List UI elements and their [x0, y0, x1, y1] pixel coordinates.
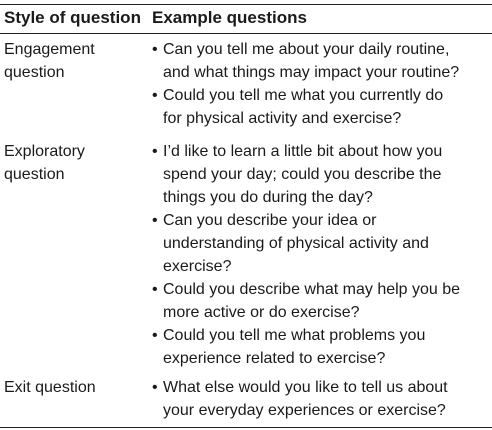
- bullet-glyph: •: [152, 281, 158, 298]
- column-header-style: Style of question: [4, 8, 141, 27]
- example-item: [152, 84, 488, 130]
- header-rule: [0, 33, 492, 34]
- style-line: Engagement: [4, 41, 95, 58]
- example-list: [152, 140, 488, 370]
- bullet-glyph: •: [152, 212, 158, 229]
- example-line: your everyday experiences or exercise?: [163, 402, 446, 419]
- table-top-rule: [0, 4, 492, 5]
- bullet-glyph: •: [152, 327, 158, 344]
- example-line: more active or do exercise?: [163, 304, 360, 321]
- example-item: [152, 376, 488, 422]
- style-cell: [4, 38, 144, 84]
- bullet-glyph: •: [152, 379, 158, 396]
- style-line: Exit question: [4, 379, 96, 396]
- example-item: [152, 278, 488, 324]
- example-line: understanding of physical activity and: [163, 235, 429, 252]
- example-item: [152, 140, 488, 209]
- example-item: [152, 209, 488, 278]
- example-line: I’d like to learn a little bit about how you: [163, 143, 443, 160]
- example-line: experience related to exercise?: [163, 350, 386, 367]
- style-cell: [4, 376, 144, 399]
- example-line: Could you tell me what you currently do: [163, 87, 444, 104]
- example-line: for physical activity and exercise?: [163, 110, 402, 127]
- style-line: question: [4, 166, 65, 183]
- example-line: Can you describe your idea or: [163, 212, 377, 229]
- table-bottom-rule: [0, 427, 492, 428]
- example-item: [152, 324, 488, 370]
- example-line: Could you describe what may help you be: [163, 281, 461, 298]
- example-line: and what things may impact your routine?: [163, 64, 460, 81]
- example-line: exercise?: [163, 258, 232, 275]
- style-cell: [4, 140, 144, 186]
- bullet-glyph: •: [152, 87, 158, 104]
- bullet-glyph: •: [152, 143, 158, 160]
- example-line: spend your day; could you describe the: [163, 166, 442, 183]
- example-line: What else would you like to tell us about: [163, 379, 448, 396]
- example-line: Can you tell me about your daily routine,: [163, 41, 450, 58]
- bullet-glyph: •: [152, 41, 158, 58]
- example-list: [152, 376, 488, 422]
- example-line: Could you tell me what problems you: [163, 327, 426, 344]
- example-item: [152, 38, 488, 84]
- column-header-examples: Example questions: [152, 8, 307, 27]
- example-list: [152, 38, 488, 130]
- style-line: Exploratory: [4, 143, 85, 160]
- example-line: things you do during the day?: [163, 189, 373, 206]
- style-line: question: [4, 64, 65, 81]
